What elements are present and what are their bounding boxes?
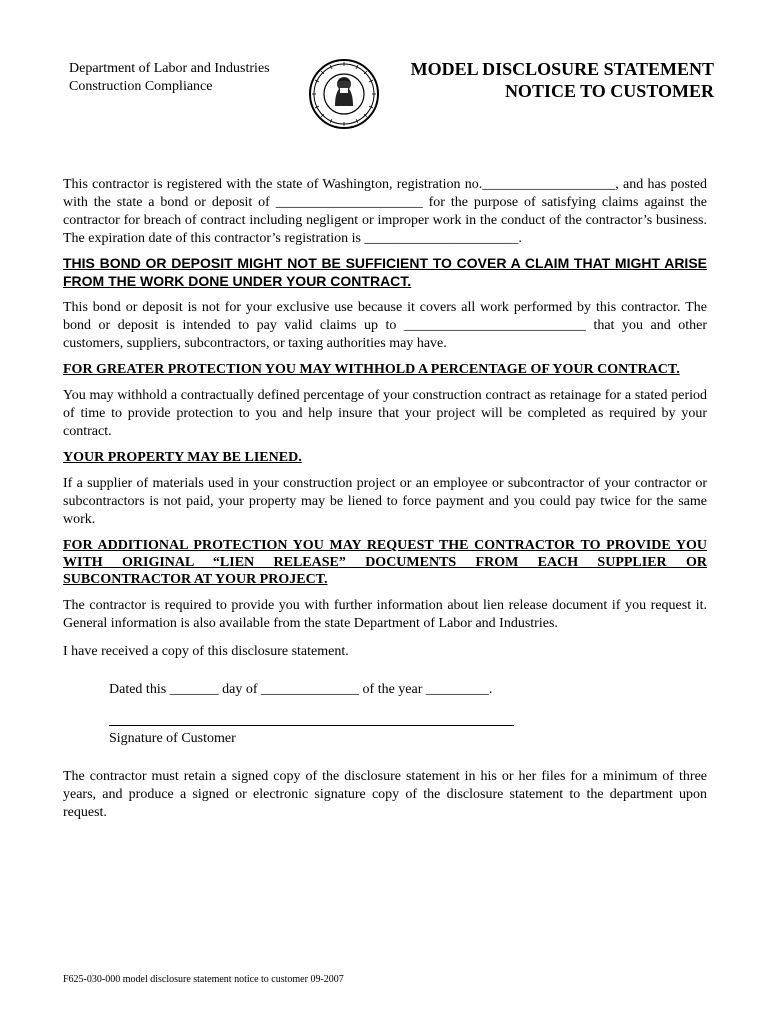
title-line-1: MODEL DISCLOSURE STATEMENT	[410, 59, 714, 79]
retention-note: The contractor must retain a signed copy of the disclosure statement in his or her files for a minimum of three years, and produce a signed or electronic signature copy of the disclosure statement to the department upon request.	[63, 769, 707, 820]
section-heading-withhold-percentage: FOR GREATER PROTECTION YOU MAY WITHHOLD A PERCENTAGE OF YOUR CONTRACT.	[63, 362, 680, 377]
title-line-2: NOTICE TO CUSTOMER	[504, 81, 714, 101]
form-footer: F625-030-000 model disclosure statement notice to customer 09-2007	[63, 974, 344, 985]
dated-line[interactable]: Dated this _______ day of ______________ of the year _________.	[109, 682, 493, 697]
section-heading-bond-insufficient: THIS BOND OR DEPOSIT MIGHT NOT BE SUFFICIENT TO COVER A CLAIM THAT MIGHT ARISE FROM THE WORK DONE UNDER YOUR CONTRACT.	[63, 255, 707, 289]
department-name: Department of Labor and Industries	[69, 61, 270, 76]
section-body-lien-release: The contractor is required to provide you with further information about lien release document if you request it. General information is also available from the state Department of Labor and Industries.	[63, 598, 707, 631]
washington-state-seal-icon	[308, 58, 380, 130]
acknowledgement-statement: I have received a copy of this disclosure statement.	[63, 644, 349, 659]
customer-signature-field[interactable]	[109, 725, 707, 748]
section-body-withhold-percentage: You may withhold a contractually defined percentage of your construction contract as retainage for a stated period of time to provide protection to you and help insure that your project will be completed as required by your contract.	[63, 388, 707, 439]
section-body-property-liened: If a supplier of materials used in your construction project or an employee or subcontractor of your contractor or subcontractors is not paid, your property may be liened to force payment and you could pay twice for the same work.	[63, 476, 707, 527]
signature-label: Signature of Customer	[109, 731, 236, 746]
signature-line[interactable]	[109, 725, 514, 726]
document-title	[400, 58, 714, 102]
section-body-bond-insufficient: This bond or deposit is not for your exclusive use because it covers all work performed by this contractor. The bond or deposit is intended to pay valid claims up to __________________________ that you and other customers, suppliers, subcontractors, or taxing authorities may have.	[63, 300, 707, 351]
division-name: Construction Compliance	[69, 79, 213, 94]
registration-paragraph: This contractor is registered with the state of Washington, registration no.___________________, and has posted with the state a bond or deposit of _____________________ for the purpose of satisfying claims against the contractor for breach of contract including negligent or improper work in the conduct of the contractor’s business. The expiration date of this contractor’s registration is ______________________.	[63, 177, 707, 246]
section-heading-property-liened: YOUR PROPERTY MAY BE LIENED.	[63, 450, 302, 465]
section-heading-lien-release: FOR ADDITIONAL PROTECTION YOU MAY REQUEST THE CONTRACTOR TO PROVIDE YOU WITH ORIGINAL “LIEN RELEASE” DOCUMENTS FROM EACH SUPPLIER OR SUBCONTRACTOR AT YOUR PROJECT.	[63, 538, 707, 587]
disclosure-body	[63, 176, 707, 822]
agency-header	[69, 60, 270, 96]
